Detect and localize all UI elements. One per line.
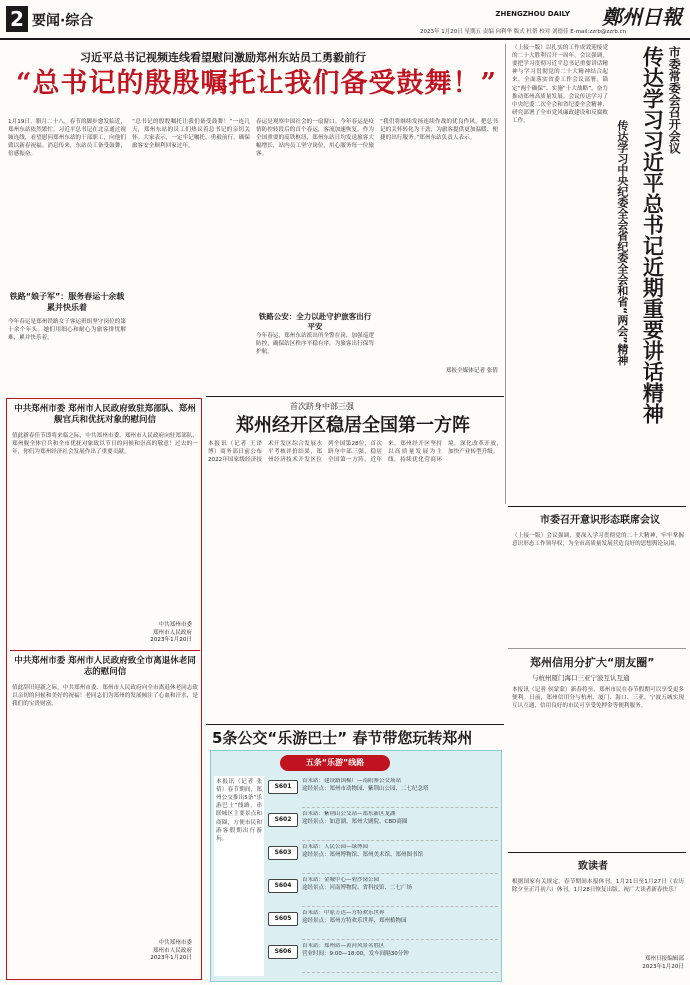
yangshen-body: 今年春运是郑州铁路女子客运班组坚守岗位的第十余个年头。她们用细心和耐心为旅客排忧解难，累并快乐着。 [8, 319, 126, 342]
bus-route-code: S604 [268, 879, 298, 893]
lead-kicker: 习近平总书记视频连线看望慰问激励郑州东站员工勇毅前行 [80, 51, 366, 64]
bus-route-row [302, 811, 498, 841]
bus-route-row [302, 877, 498, 907]
lead-column-1: 1月19日，腊月二十八，春节的脚步愈发临近，郑州东站依然繁忙。习近平总书记在北京通过视频连线，看望慰问郑州东站的干部职工，向他们致以新春祝福。消息传来，东站员工备受鼓舞，倍感振奋。 [8, 119, 126, 158]
bus-route-line2: 途经景点：郑州博物馆、郑州美术馆、郑州图书馆 [302, 851, 424, 858]
bus-route-row [302, 778, 498, 808]
bus-route-code: S601 [268, 780, 298, 794]
sidebar-title: 传达学习习近平总书记近期重要讲话精神 [640, 46, 665, 424]
thanks-title: 致读者 [578, 861, 608, 872]
bus-route-row [302, 943, 498, 973]
bus-route-line1: 首末站：郑州站—黄河风景名胜区 [302, 943, 385, 949]
sidebar-vert-tag: 市委常委会召开会议 [667, 46, 682, 154]
economy-headline: 郑州经开区稳居全国第一方阵 [236, 415, 470, 436]
economy-kicker: 首次跻身中部三强 [290, 402, 354, 411]
circle-subtitle: 与杭州厦门海口三亚宁波互认互通 [532, 674, 630, 682]
thanks-top-rule [508, 852, 686, 853]
page-number: 2 [6, 6, 28, 32]
circle-title: 郑州信用分扩大“朋友圈” [530, 656, 655, 669]
paper-logo: 鄭州日報 [602, 5, 682, 29]
lead-column-2: “总书记的殷殷嘱托让我们备受鼓舞！”一连几天，郑州东站的员工们热议着总书记的亲切关怀。大家表示，一定牢记嘱托、勇毅前行，确保旅客安全顺利回家过年。 [132, 119, 250, 150]
bus-route-line2: 途经景点：如意湖、郑州大剧院、CBD商圈 [302, 818, 408, 825]
lead-headline: “总书记的殷殷嘱托让我们备受鼓舞！” [16, 68, 498, 99]
paper-name-en: ZHENGZHOU DAILY [495, 10, 570, 18]
bus-route-row [302, 844, 498, 874]
meeting-title: 市委召开意识形态联席会议 [540, 515, 660, 526]
bus-route-line2: 营业时间：9:00—18:00，发车间隔30分钟 [302, 950, 409, 957]
bus-route-code: S606 [268, 945, 298, 959]
bus-route-line1: 首末站：中原万达—方特欢乐世界 [302, 910, 385, 916]
section-title: 要闻·综合 [32, 13, 94, 29]
sidebar-subtitle: 传达学习中央纪委全会省纪委全会和省“两会”精神 [615, 120, 629, 366]
bus-route-code: S605 [268, 912, 298, 926]
lead-byline: 郑报全媒体记者 张倩 [445, 368, 498, 374]
bus-banner: 五条“乐游”线路 [280, 755, 390, 771]
bus-route-line2: 途经景点：郑州方特欢乐世界、郑州植物园 [302, 917, 407, 924]
bus-route-line1: 首末站：建设路国棉厂—南阳寨公交场站 [302, 778, 402, 784]
column-divider [505, 44, 506, 504]
bus-route-code: S603 [268, 846, 298, 860]
bus-route-line2: 途经景点：河南博物院、省科技馆、二七广场 [302, 884, 413, 891]
circle-body: 本报讯（记者 侯蒙蒙）新春将至，郑州市民在春节假期可以享受更多便利。日前，郑州信用分与杭州、厦门、海口、三亚、宁波五城实现互认互通，信用良好的市民可享受免押金等便利服务。 [512, 687, 684, 710]
letter1-title: 中共郑州市委 郑州市人民政府致驻郑部队、郑州舰官兵和优抚对象的慰问信 [14, 404, 196, 426]
thanks-sign: 郑州日报编辑部 2023年1月20日 [642, 956, 684, 970]
bus-intro: 本报讯（记者 张倩）春节期间，郑州公交推出5条“乐游巴士”线路，串联城区主要景点和商圈，方便市民和游客假期出行游玩。 [214, 776, 264, 976]
letter1-body: 值此新春佳节即将来临之际，中共郑州市委、郑州市人民政府向驻郑部队、郑州舰全体官兵和全市优抚对象致以节日的问候和崇高的敬意！过去的一年，你们为郑州经济社会发展作出了重要贡献。 [12, 433, 198, 456]
meeting-body: （上接一版）会议强调，要深入学习贯彻党的二十大精神，牢牢掌握意识形态工作领导权，为全市高质量发展营造良好的思想舆论氛围。 [512, 533, 684, 548]
letter1-sign: 中共郑州市委 郑州市人民政府 2023年1月20日 [150, 622, 192, 644]
letter2-title: 中共郑州市委 郑州市人民政府致全市离退休老同志的慰问信 [14, 656, 196, 678]
lead-column-3: 春运是观察中国社会的一扇窗口。今年春运是疫情防控转段后的首个春运，客流加速恢复。作为全国重要的高铁枢纽，郑州东站日均发送旅客大幅增长，站内员工坚守岗位，用心服务每一位旅客。 [256, 119, 374, 158]
fumin-title: 铁路公安：全力以赴守护旅客出行平安 [258, 312, 372, 332]
bus-route-line1: 首末站：人民公园—绿博园 [302, 844, 369, 850]
yangshen-title: 铁路“娘子军”：服务春运十余载 累并快乐着 [9, 292, 125, 312]
fumin-body: 今年春运，郑州东站派出所全警在岗，加强巡逻防控，确保站区秩序平稳有序，为旅客出行保驾护航。 [256, 333, 374, 356]
bus-top-rule [206, 724, 504, 725]
bus-route-line1: 首末站：紫荆山公交站—郑东新区龙湖 [302, 811, 396, 817]
bus-route-line2: 途经景点：郑州市动物园、紫荆山公园、二七纪念塔 [302, 785, 429, 792]
bus-route-line1: 首末站：金城中心—碧沙岗公园 [302, 877, 380, 883]
circle-top-rule [508, 648, 686, 649]
page-header [0, 0, 690, 40]
lead-column-4: “我们将继续发扬连续作战的优良作风，把总书记的关怀转化为干劲，为旅客提供更加温暖、便捷的出行服务。”郑州东站负责人表示。 [380, 119, 498, 142]
letter2-body: 值此辞旧迎新之际，中共郑州市委、郑州市人民政府向全市离退休老同志致以亲切的问候和美好的祝福！老同志们为郑州的发展倾注了心血和汗水，是我们的宝贵财富。 [12, 685, 198, 708]
thanks-body: 根据国家有关规定，春节期间本报休刊。1月21日至1月27日（农历除夕至正月初六）休刊，1月28日恢复出版。祝广大读者新春快乐！ [512, 879, 684, 894]
letters-divider [10, 650, 200, 651]
bus-route-row [302, 910, 498, 940]
economy-body: 本报讯（记者 王译博）商务部日前公布2022年国家级经济技术开发区综合发展水平考核评价结果，郑州经济技术开发区位列全国第28位，首次跻身中部三强，稳居全国第一方阵。近年来，郑州经开区坚持以高质量发展为主线，持续优化营商环境，深化改革开放，加快产业转型升级。 [208, 441, 502, 464]
economy-top-rule [206, 396, 504, 397]
bus-route-code: S602 [268, 813, 298, 827]
sidebar-body: （上接一版）以扎实的工作成效迎接党的二十大胜利召开一周年。会议强调，要把学习贯彻习近平总书记重要讲话精神与学习贯彻党的二十大精神结合起来，全面落实省委工作会议部署，锚定“两个确保”，实施“十大战略”，奋力推动郑州高质量发展。会议传达学习了中央纪委二次全会和省纪委全会精神，研究部署了全市党风廉政建设和反腐败工作。 [512, 45, 608, 124]
letter2-sign: 中共郑州市委 郑州市人民政府 2023年1月20日 [150, 940, 192, 962]
issue-meta: 2023年 1月20日 星期五 责编 向利华 版式 杜帮 校对 刘德佳 E-mail:zzrb@zzrb.cn [420, 29, 627, 35]
meeting-top-rule [508, 506, 686, 507]
bus-headline: 5条公交“乐游巴士” 春节带您玩转郑州 [212, 729, 473, 747]
